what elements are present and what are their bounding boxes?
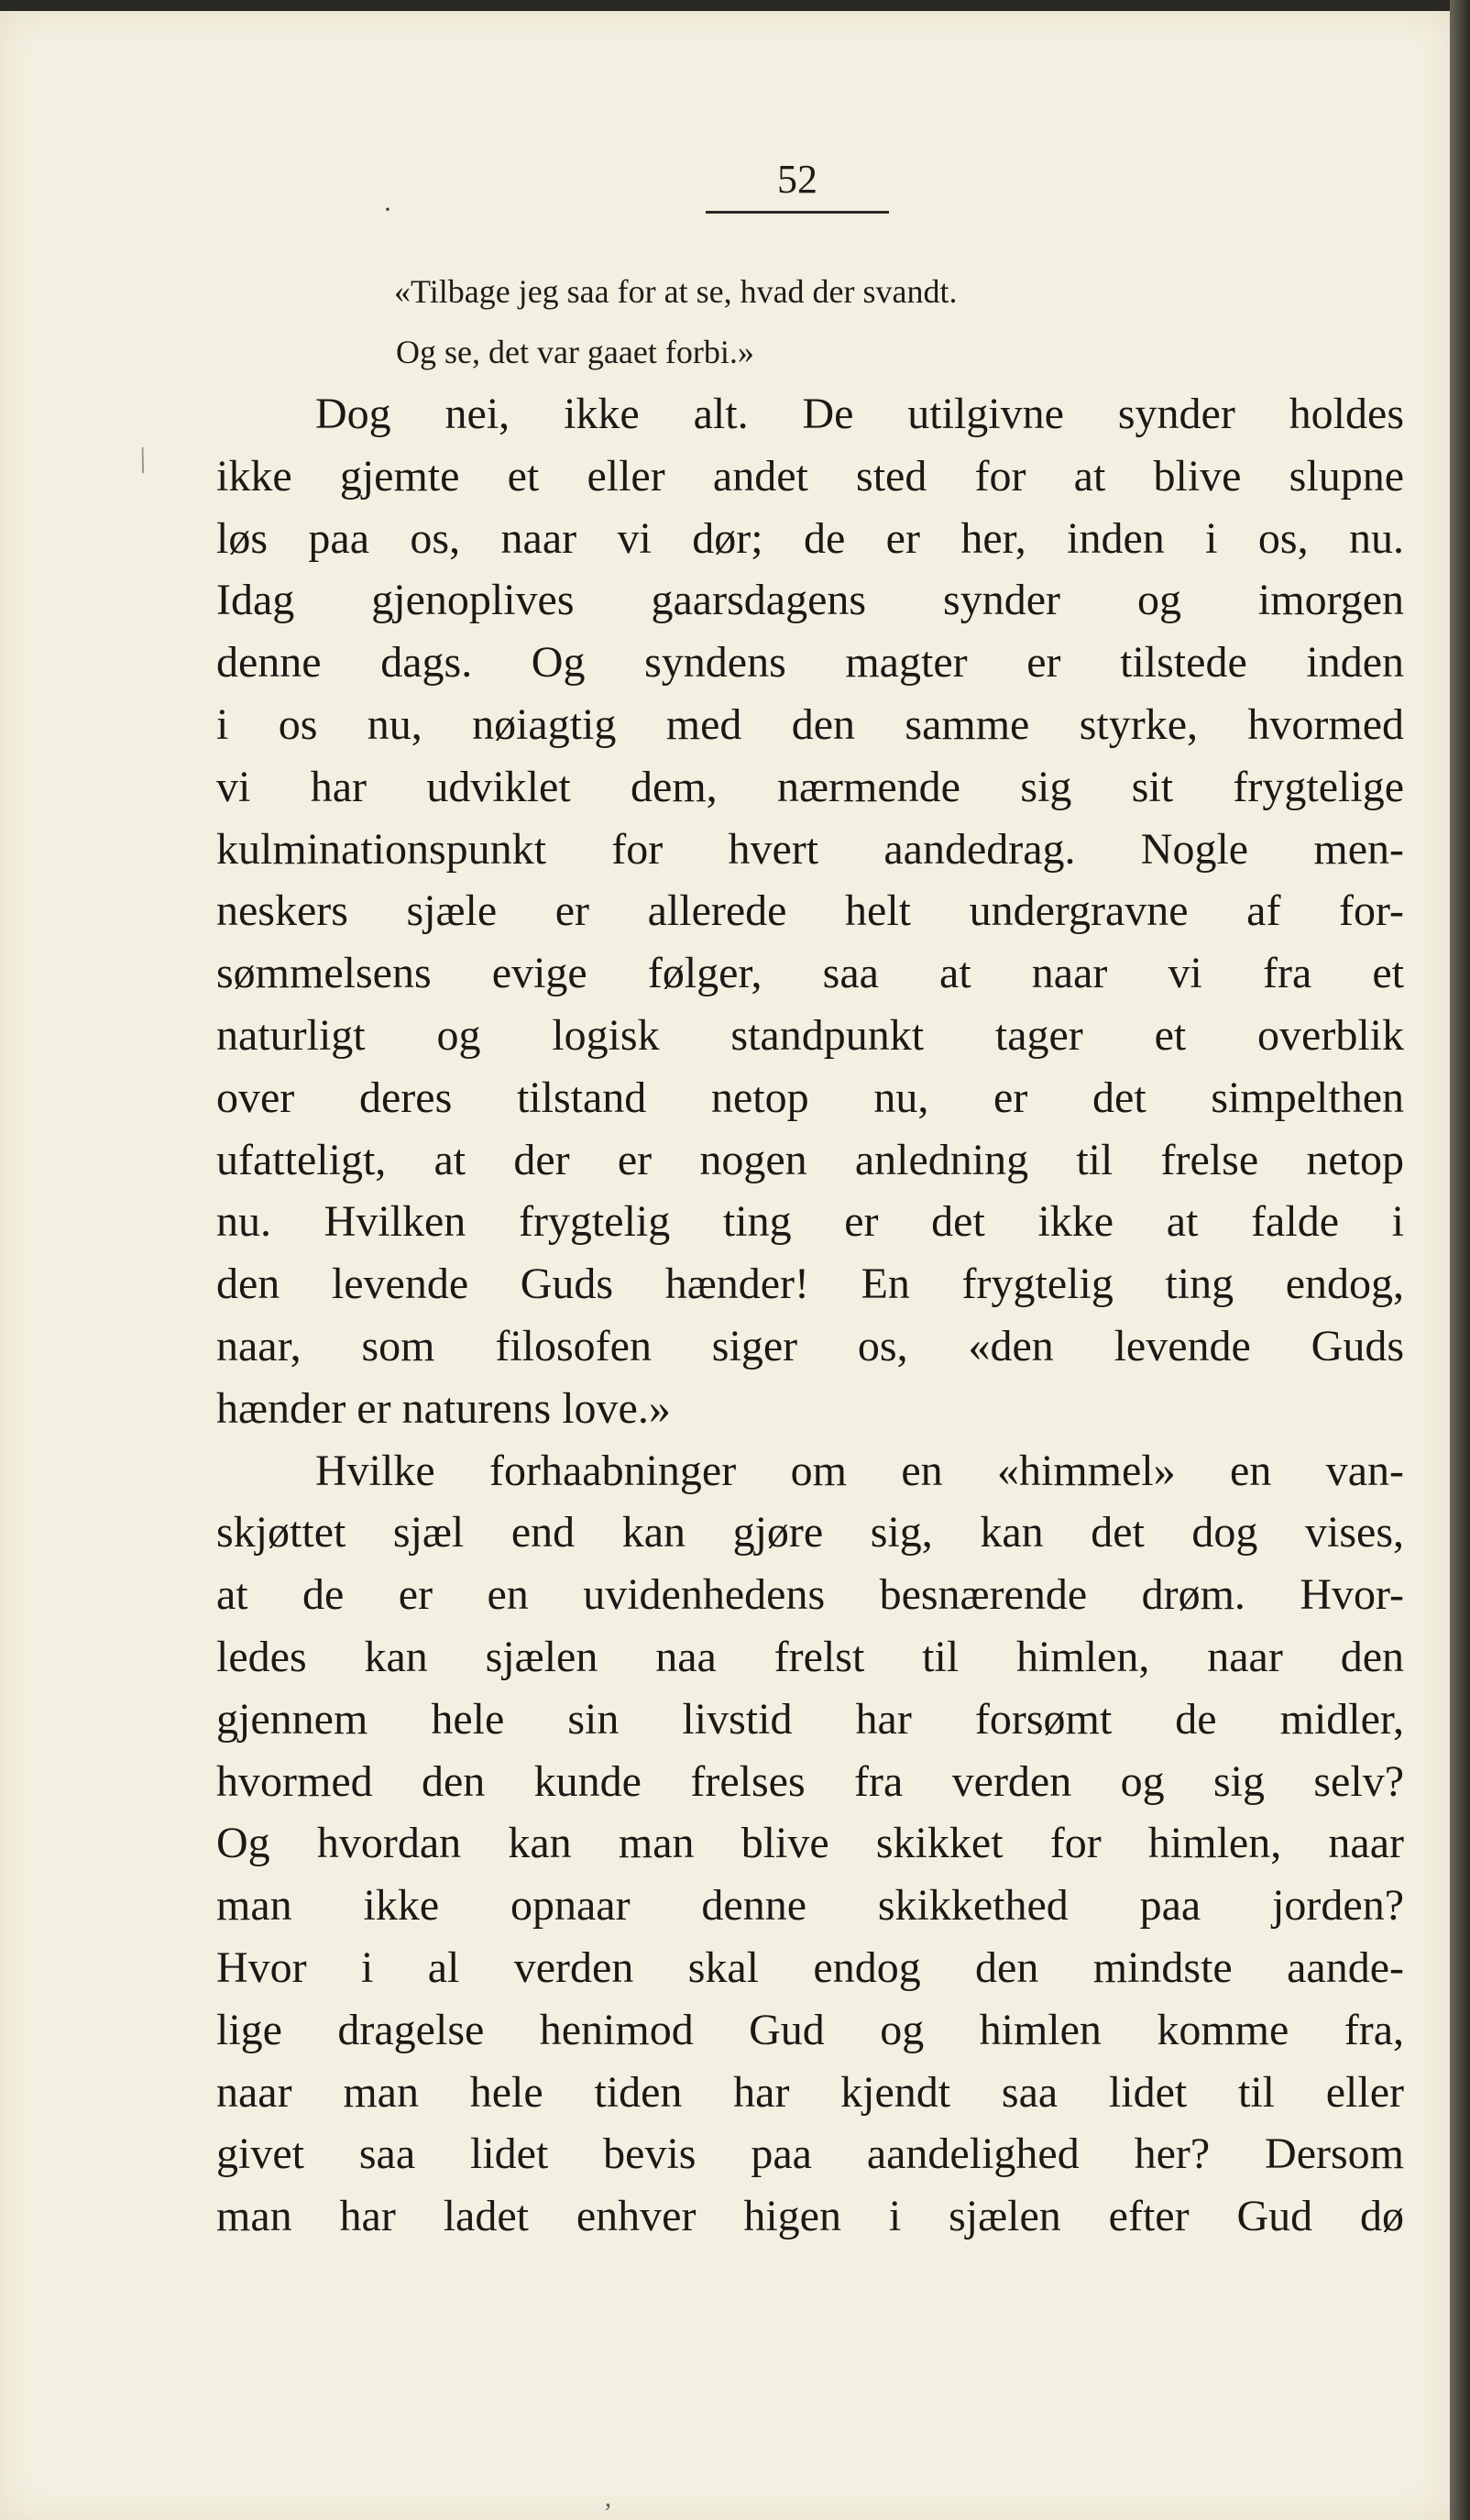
text-line: gjennem hele sin livstid har forsømt de midler,	[216, 1694, 1404, 1744]
text-line: ledes kan sjælen naa frelst til himlen, naar den	[216, 1632, 1404, 1681]
body-text	[216, 383, 1404, 2248]
text-line: givet saa lidet bevis paa aandelighed her? Dersom	[216, 2129, 1404, 2179]
text-line: denne dags. Og syndens magter er tilstede inden	[216, 638, 1404, 688]
text-line: man ikke opnaar denne skikkethed paa jorden?	[216, 1881, 1404, 1931]
text-line: sømmelsens evige følger, saa at naar vi fra et	[216, 949, 1404, 998]
text-line: Idag gjenoplives gaarsdagens synder og imorgen	[216, 576, 1404, 625]
text-line: neskers sjæle er allerede helt undergravne af for-	[216, 886, 1404, 936]
epigraph-line-2: Og se, det var gaaet forbi.»	[396, 334, 754, 370]
text-line: vi har udviklet dem, nærmende sig sit frygtelige	[216, 762, 1404, 811]
text-line: kulminationspunkt for hvert aandedrag. Nogle men-	[216, 824, 1404, 874]
text-line: hvormed den kunde frelses fra verden og sig selv?	[216, 1756, 1404, 1806]
text-line: Og hvordan kan man blive skikket for himlen, naar	[216, 1819, 1404, 1868]
text-line: nu. Hvilken frygtelig ting er det ikke at falde i	[216, 1197, 1404, 1247]
text-line: lige dragelse henimod Gud og himlen komme fra,	[216, 2005, 1404, 2054]
margin-dot: ·	[383, 194, 392, 225]
text-line: naar, som filosofen siger os, «den levende Guds	[216, 1321, 1404, 1370]
text-line: ikke gjemte et eller andet sted for at blive slupne	[216, 451, 1404, 501]
text-line: at de er en uvidenhedens besnærende drøm. Hvor-	[216, 1570, 1404, 1620]
text-line: naar man hele tiden har kjendt saa lidet til eller	[216, 2067, 1404, 2117]
text-line: skjøttet sjæl end kan gjøre sig, kan det dog vises,	[216, 1508, 1404, 1557]
page-number: 52	[777, 157, 817, 202]
text-line: Hvor i al verden skal endog den mindste aande-	[216, 1942, 1404, 1992]
epigraph-line-1: «Tilbage jeg saa for at se, hvad der svandt.	[394, 273, 958, 310]
page-number-rule	[706, 211, 889, 214]
text-line: Dog nei, ikke alt. De utilgivne synder holdes	[315, 390, 1404, 438]
text-line: den levende Guds hænder! En frygtelig ting endog,	[216, 1260, 1404, 1309]
text-line: ufatteligt, at der er nogen anledning til frelse netop	[216, 1135, 1404, 1184]
text-line: naturligt og logisk standpunkt tager et overblik	[216, 1010, 1404, 1060]
text-line: i os nu, nøiagtig med den samme styrke, hvormed	[216, 699, 1404, 749]
text-line: hænder er naturens love.»	[216, 1383, 671, 1433]
margin-pencil-mark: /	[130, 438, 155, 481]
bottom-dot: ,	[605, 2484, 611, 2513]
page-edge-shadow	[1450, 0, 1470, 2520]
text-line: man har ladet enhver higen i sjælen efter Gud dø	[216, 2192, 1404, 2241]
text-line: Hvilke forhaabninger om en «himmel» en van-	[315, 1446, 1404, 1495]
text-line: over deres tilstand netop nu, er det simpelthen	[216, 1073, 1404, 1122]
epigraph	[394, 261, 1329, 382]
text-line: løs paa os, naar vi dør; de er her, inden i os, nu.	[216, 513, 1404, 563]
